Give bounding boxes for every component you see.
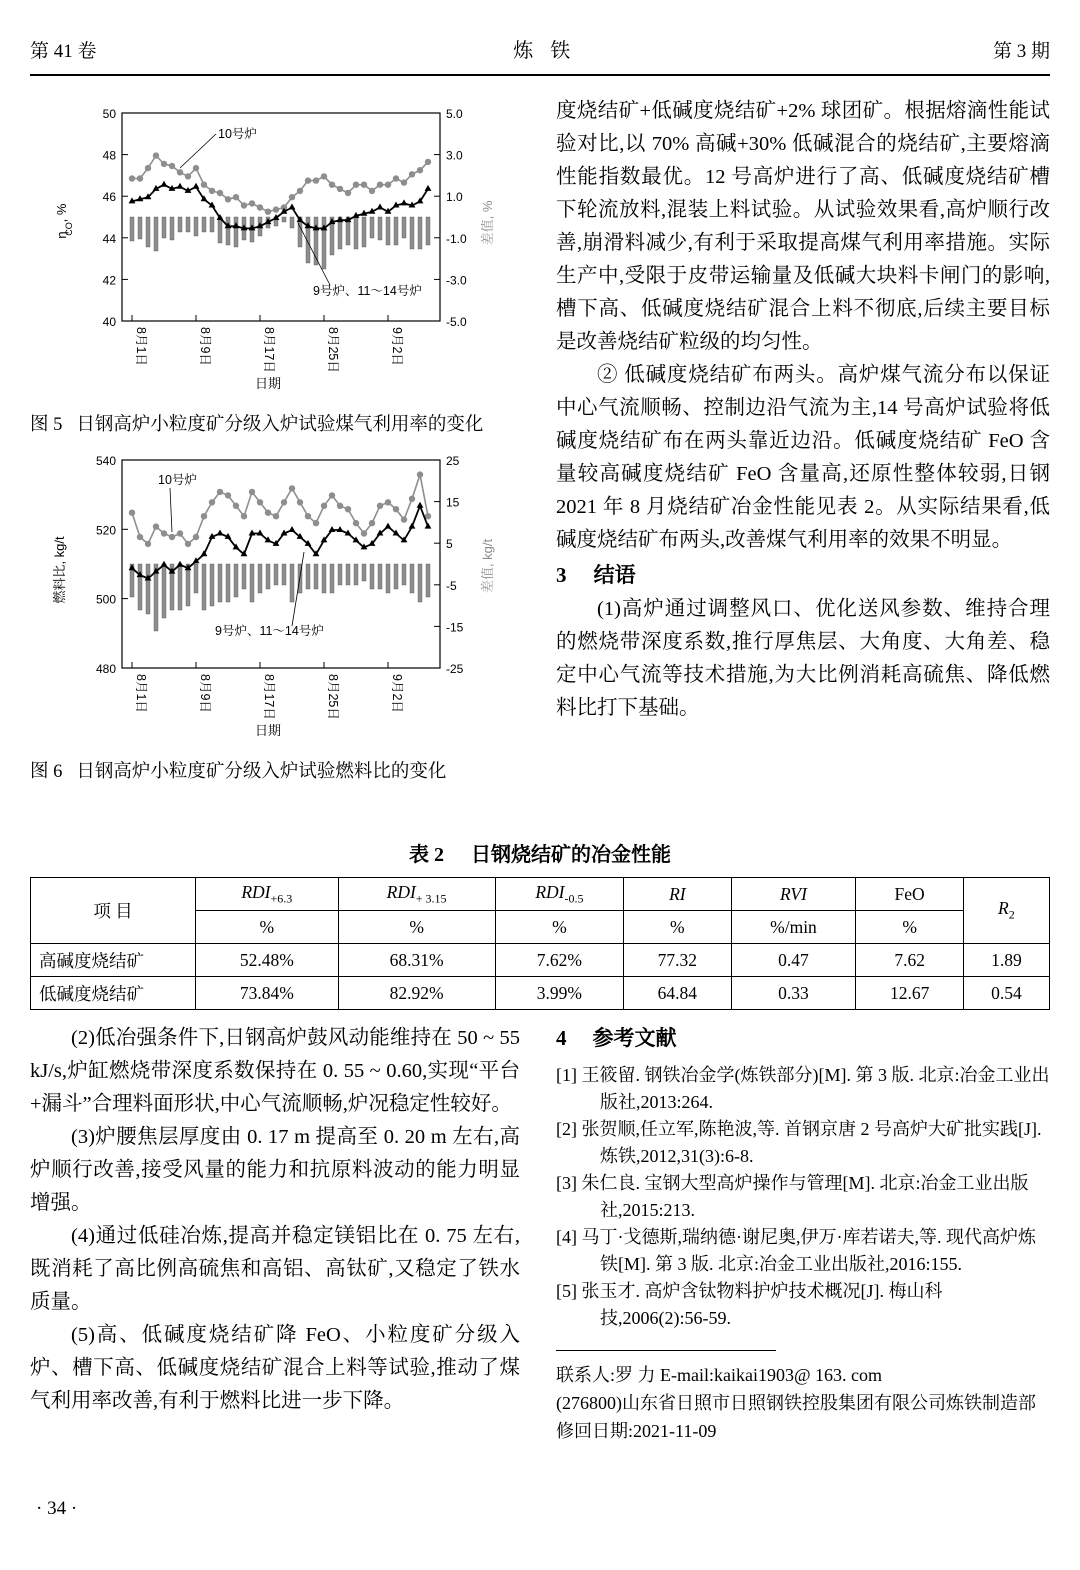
- table-header-ri: RI: [624, 878, 731, 911]
- table-2-title: [30, 838, 1050, 867]
- svg-text:8月17日: 8月17日: [262, 674, 276, 720]
- svg-text:8月1日: 8月1日: [134, 674, 148, 713]
- table-header-row: [31, 878, 1050, 911]
- series-label-9: 9号炉、11～14号炉: [313, 284, 422, 298]
- figure-5-xlabel: 日期: [254, 376, 282, 391]
- page-number: · 34 ·: [36, 1498, 78, 1519]
- references-title: 参考文献: [592, 1026, 677, 1050]
- cell: 77.32: [624, 944, 731, 977]
- row-label-low: 低碱度烧结矿: [31, 977, 196, 1010]
- svg-text:50: 50: [102, 107, 116, 121]
- svg-text:1.0: 1.0: [446, 190, 463, 205]
- svg-text:-15: -15: [446, 620, 464, 635]
- journal-title: 炼 铁: [513, 40, 577, 62]
- table-2-number: 表 2: [409, 844, 444, 866]
- series-label-10: 10号炉: [158, 473, 197, 487]
- paragraph-continued: 度烧结矿+低碱度烧结矿+2% 球团矿。根据熔滴性能试验对比,以 70% 高碱+30% 低碱混合的烧结矿,主要熔滴性能指数最优。12 号高炉进行了高、低碱度烧结矿槽下轮流放料,混装上料试验。从试验效果看,高炉顺行改善,崩滑料减少,有利于采取提高煤气利用率措施。实际生产中,受限于皮带运输量及低碱大块料卡闸门的影响,槽下高、低碱度烧结矿混合上料不彻底,后续主要目标是改善烧结矿粒级的均匀性。: [556, 100, 1050, 353]
- table-row: [31, 944, 1050, 977]
- cell: 64.84: [624, 977, 731, 1010]
- issue-label: 第 3 期: [992, 41, 1050, 62]
- address-line: (276800)山东省日照市日照钢铁控股集团有限公司炼铁制造部: [556, 1393, 1036, 1413]
- figure-6-number: 图 6: [30, 762, 63, 782]
- unit-rdi05: %: [495, 911, 624, 944]
- svg-text:8月1日: 8月1日: [134, 327, 148, 366]
- cell: 7.62: [856, 944, 963, 977]
- paragraph-item2: ② 低碱度烧结矿布两头。高炉煤气流分布以保证中心气流顺畅、控制边沿气流为主,14 号高炉试验将低碱度烧结矿布在两头靠近边沿。低碱度烧结矿 FeO 含量较高碱度烧结矿 FeO 含量高,还原性整体较弱,日钢 2021 年 8 月烧结矿冶金性能见表 2。从实际结果看,低碱度烧结矿布两头,改善煤气利用率的效果不明显。: [556, 364, 1050, 551]
- figure-6-chart: [30, 442, 500, 742]
- bottom-left-column: [30, 1022, 520, 1418]
- figure-5-ylabel-right: 差值, %: [480, 200, 495, 246]
- row-label-high: 高碱度烧结矿: [31, 944, 196, 977]
- cell: 3.99%: [495, 977, 624, 1010]
- table-2-block: [30, 838, 1050, 1010]
- table-header-item: 项 目: [31, 878, 196, 944]
- reference-item: [4] 马丁·戈德斯,瑞纳德·谢尼奥,伊万·库若诺夫,等. 现代高炉炼铁[M]. 第 3 版. 北京:冶金工业出版社,2016:155.: [556, 1227, 1036, 1274]
- svg-text:-5: -5: [446, 578, 457, 593]
- revised-date-line: 修回日期:2021-11-09: [556, 1421, 717, 1441]
- svg-text:46: 46: [102, 190, 116, 205]
- figure-5-ylabel: η: [54, 231, 69, 239]
- svg-text:480: 480: [95, 662, 116, 676]
- footnote-divider: [556, 1350, 776, 1351]
- svg-text:15: 15: [446, 495, 460, 510]
- svg-text:-5.0: -5.0: [446, 315, 467, 329]
- references-block: [556, 1022, 1050, 1445]
- table-header-feo: FeO: [856, 878, 963, 911]
- section-3-number: 3: [556, 563, 567, 587]
- series-label-10: 10号炉: [218, 127, 257, 141]
- table-header-rdi05: $RDI_{-0.5}$: [495, 878, 624, 911]
- header-rule: [30, 74, 1050, 76]
- figure-5-chart: [30, 95, 500, 395]
- table-header-rdi315: $RDI_{+ 3.15}$: [338, 878, 495, 911]
- svg-text:8月9日: 8月9日: [198, 327, 212, 366]
- svg-text:8月17日: 8月17日: [262, 327, 276, 373]
- table-header-rdi63: $RDI_{+6.3}$: [196, 878, 339, 911]
- svg-text:5: 5: [446, 537, 453, 552]
- svg-text:40: 40: [102, 315, 116, 329]
- unit-rvi: %/min: [731, 911, 856, 944]
- volume-label: 第 41 卷: [30, 41, 97, 62]
- svg-text:9月2日: 9月2日: [390, 674, 404, 713]
- contact-line: 联系人:罗 力 E-mail:kaikai1903@ 163. com: [556, 1365, 883, 1385]
- svg-text:48: 48: [102, 148, 116, 163]
- paragraph-conclusion-3: (3)炉腰焦层厚度由 0. 17 m 提高至 0. 20 m 左右,高炉顺行改善,接受风量的能力和抗原料波动的能力明显增强。: [30, 1126, 520, 1214]
- svg-text:8月25日: 8月25日: [326, 674, 340, 720]
- cell: 82.92%: [338, 977, 495, 1010]
- svg-text:-25: -25: [446, 662, 464, 676]
- section-3-heading: [556, 559, 1050, 593]
- cell: 52.48%: [196, 944, 339, 977]
- unit-rdi63: %: [196, 911, 339, 944]
- figure-5-number: 图 5: [30, 415, 63, 435]
- svg-text:42: 42: [102, 273, 116, 288]
- paragraph-conclusion-1: (1)高炉通过调整风口、优化送风参数、维持合理的燃烧带深度系数,推行厚焦层、大角度、大角差、稳定中心气流等技术措施,为大比例消耗高硫焦、降低燃料比打下基础。: [556, 598, 1050, 719]
- figure-6-caption-text: 日钢高炉小粒度矿分级入炉试验燃料比的变化: [76, 762, 447, 782]
- table-2-title-text: 日钢烧结矿的冶金性能: [471, 844, 671, 866]
- unit-feo: %: [856, 911, 963, 944]
- cell: 0.54: [963, 977, 1049, 1010]
- cell: 0.47: [731, 944, 856, 977]
- unit-rdi315: %: [338, 911, 495, 944]
- section-3-title: 结语: [593, 563, 636, 587]
- table-header-rvi: RVI: [731, 878, 856, 911]
- figure-6-xlabel: 日期: [254, 723, 282, 738]
- paragraph-conclusion-2: (2)低冶强条件下,日钢高炉鼓风动能维持在 50 ~ 55 kJ/s,炉缸燃烧带深度系数保持在 0. 55 ~ 0.60,实现“平台+漏斗”合理料面形状,中心气流顺畅,炉况稳定性较好。: [30, 1027, 520, 1115]
- cell: 12.67: [856, 977, 963, 1010]
- figure-6-caption: [30, 757, 520, 783]
- svg-text:9月2日: 9月2日: [390, 327, 404, 366]
- right-column: [556, 95, 1050, 725]
- cell: 7.62%: [495, 944, 624, 977]
- reference-item: [2] 张贺顺,任立军,陈艳波,等. 首钢京唐 2 号高炉大矿批实践[J]. 炼铁,2012,31(3):6-8.: [556, 1119, 1042, 1166]
- cell: 0.33: [731, 977, 856, 1010]
- svg-text:25: 25: [446, 454, 460, 468]
- svg-text:500: 500: [95, 592, 116, 607]
- series-label-9: 9号炉、11～14号炉: [215, 624, 324, 638]
- svg-text:8月9日: 8月9日: [198, 674, 212, 713]
- figure-5-caption-text: 日钢高炉小粒度矿分级入炉试验煤气利用率的变化: [76, 415, 484, 435]
- reference-item: [1] 王筱留. 钢铁冶金学(炼铁部分)[M]. 第 3 版. 北京:冶金工业出版社,2013:264.: [556, 1065, 1050, 1112]
- svg-text:5.0: 5.0: [446, 107, 463, 121]
- svg-text:-3.0: -3.0: [446, 273, 467, 288]
- svg-text:, %: , %: [54, 203, 69, 223]
- cell: 73.84%: [196, 977, 339, 1010]
- svg-text:44: 44: [102, 231, 116, 246]
- references-heading: [556, 1022, 1050, 1052]
- svg-text:540: 540: [95, 454, 116, 468]
- figure-5-caption: [30, 410, 520, 436]
- svg-text:520: 520: [95, 523, 116, 538]
- unit-ri: %: [624, 911, 731, 944]
- reference-item: [5] 张玉才. 高炉含钛物料护炉技术概况[J]. 梅山科技,2006(2):56-59.: [556, 1281, 943, 1328]
- table-header-r2: $R_2$: [963, 878, 1049, 944]
- reference-item: [3] 朱仁良. 宝钢大型高炉操作与管理[M]. 北京:冶金工业出版社,2015:213.: [556, 1173, 1029, 1220]
- references-number: 4: [556, 1026, 567, 1050]
- running-head: [30, 34, 1050, 63]
- cell: 68.31%: [338, 944, 495, 977]
- figure-5: [30, 95, 520, 436]
- left-column: [30, 95, 520, 789]
- paragraph-conclusion-4: (4)通过低硅冶炼,提高并稳定镁铝比在 0. 75 左右,既消耗了高比例高硫焦和高铝、高钛矿,又稳定了铁水质量。: [30, 1225, 520, 1313]
- paragraph-conclusion-5: (5)高、低碱度烧结矿降 FeO、小粒度矿分级入炉、槽下高、低碱度烧结矿混合上料等试验,推动了煤气利用率改善,有利于燃料比进一步下降。: [30, 1324, 520, 1412]
- table-2: [30, 877, 1050, 1010]
- figure-6-ylabel-right: 差值, kg/t: [480, 538, 495, 594]
- figure-6: [30, 442, 520, 783]
- svg-text:3.0: 3.0: [446, 148, 463, 163]
- table-row: [31, 977, 1050, 1010]
- svg-text:-1.0: -1.0: [446, 231, 467, 246]
- svg-text:8月25日: 8月25日: [326, 327, 340, 373]
- cell: 1.89: [963, 944, 1049, 977]
- svg-text:CO: CO: [64, 222, 74, 236]
- figure-6-ylabel: 燃料比, kg/t: [52, 536, 67, 604]
